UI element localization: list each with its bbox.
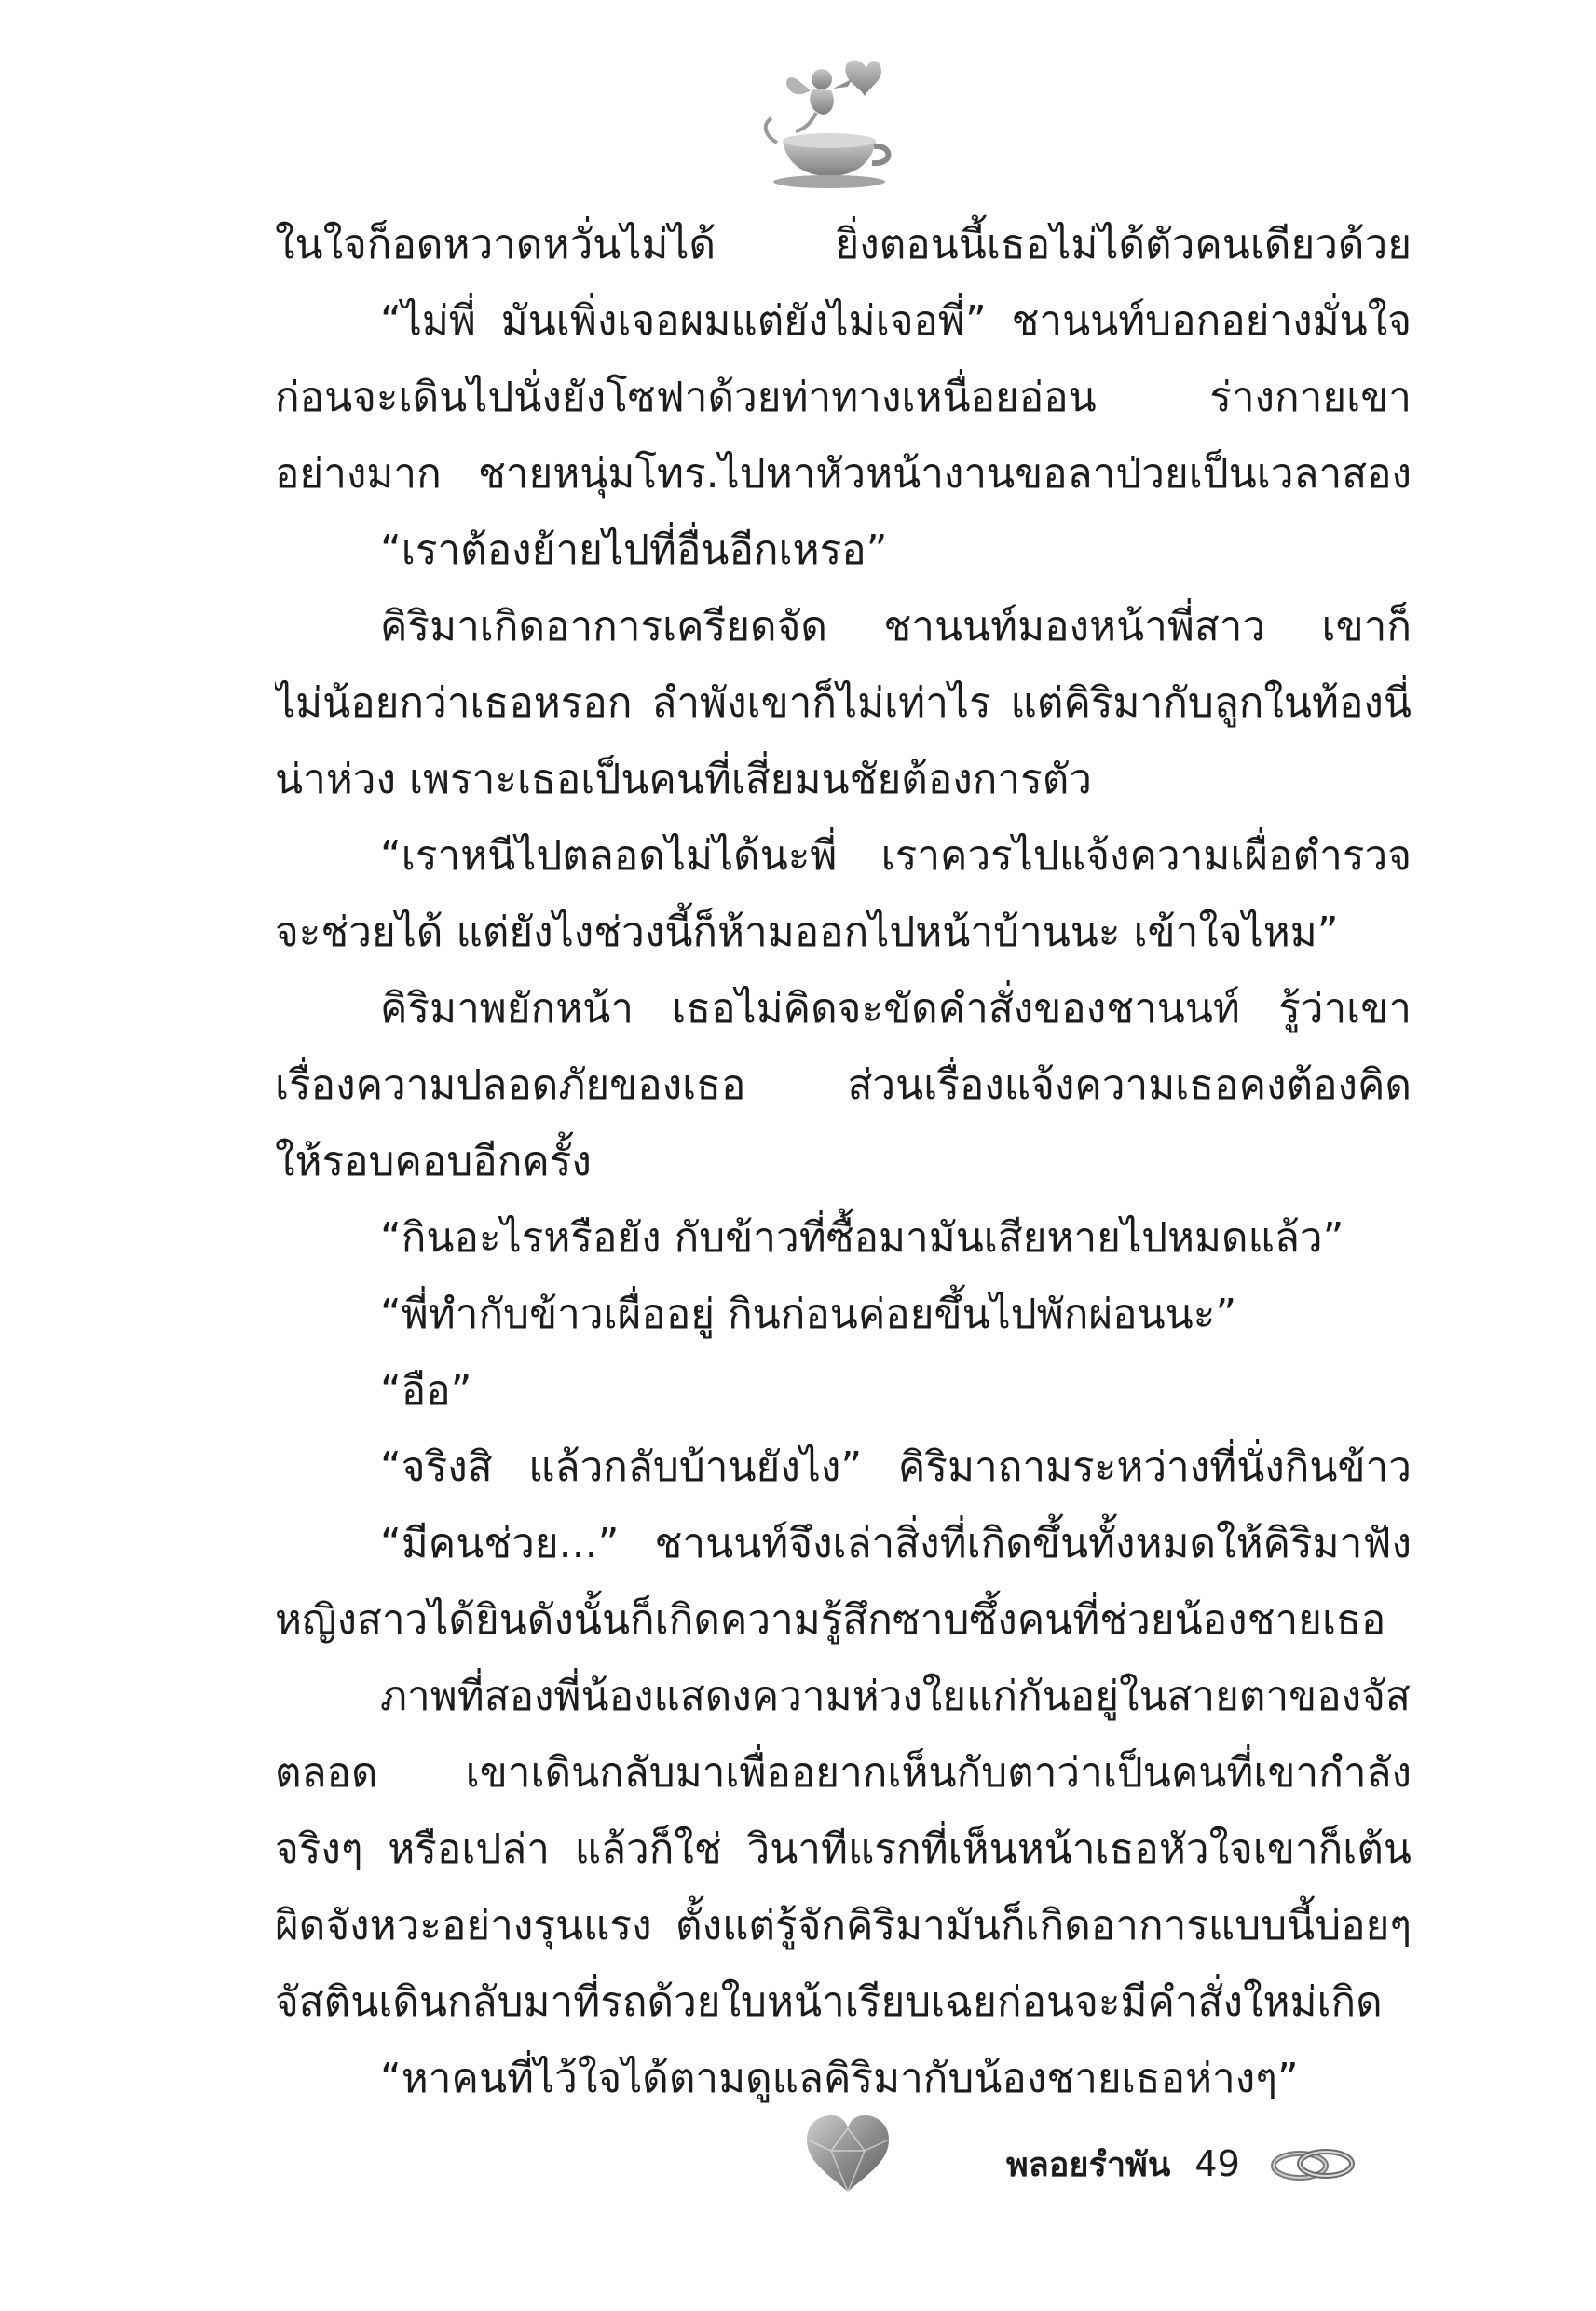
text-line: ภาพที่สองพี่น้องแสดงความห่วงใยแก่กันอยู่ในสายตาของจัส (380, 1673, 1411, 1720)
text-line: เรื่องความปลอดภัยของเธอ ส่วนเรื่องแจ้งความเธอคงต้องคิด (275, 1061, 1412, 1109)
text-line: “ไม่พี่ มันเพิ่งเจอผมแต่ยังไม่เจอพี่” ชานนท์บอกอย่างมั่นใจ (380, 297, 1412, 345)
text-line: คิริมาพยักหน้า เธอไม่คิดจะขัดคำสั่งของชานนท์ รู้ว่าเขา (380, 985, 1412, 1032)
text-line: “พี่ทำกับข้าวเผื่ออยู่ กินก่อนค่อยขึ้นไปพักผ่อนนะ” (380, 1291, 1237, 1338)
text-line: จัสตินเดินกลับมาที่รถด้วยใบหน้าเรียบเฉยก่อนจะมีคำสั่งใหม่เกิด (275, 1978, 1383, 2026)
chapter-body-text (275, 207, 1412, 2117)
text-line: “จริงสิ แล้วกลับบ้านยังไง” คิริมาถามระหว่างที่นั่งกินข้าว (380, 1443, 1412, 1491)
text-line: หญิงสาวได้ยินดังนั้นก็เกิดความรู้สึกซาบซึ้งคนที่ช่วยน้องชายเธอ (275, 1596, 1386, 1644)
text-line: อย่างมาก ชายหนุ่มโทร.ไปหาหัวหน้างานขอลาป่วยเป็นเวลาสอง (275, 450, 1412, 498)
text-line: “หาคนที่ไว้ใจได้ตามดูแลคิริมากับน้องชายเธอห่างๆ” (380, 2055, 1299, 2102)
text-line: “กินอะไรหรือยัง กับข้าวที่ซื้อมามันเสียหายไปหมดแล้ว” (380, 1214, 1344, 1262)
text-line: ให้รอบคอบอีกครั้ง (275, 1138, 592, 1185)
text-line: ไม่น้อยกว่าเธอหรอก ลำพังเขาก็ไม่เท่าไร แต่คิริมากับลูกในท้องนี่ (275, 679, 1412, 727)
text-line: น่าห่วง เพราะเธอเป็นคนที่เสี่ยมนชัยต้องการตัว (275, 756, 1093, 803)
text-line: คิริมาเกิดอาการเครียดจัด ชานนท์มองหน้าพี่สาว เขาก็ (380, 603, 1412, 650)
text-line: ตลอด เขาเดินกลับมาเพื่ออยากเห็นกับตาว่าเป็นคนที่เขากำลัง (275, 1749, 1412, 1797)
text-line: “เราหนีไปตลอดไม่ได้นะพี่ เราควรไปแจ้งความเผื่อตำรวจ (380, 832, 1412, 880)
page-footer (1006, 2136, 1357, 2192)
cupid-teacup-icon (755, 51, 904, 191)
text-line: จะช่วยได้ แต่ยังไงช่วงนี้ก็ห้ามออกไปหน้าบ้านนะ เข้าใจไหม” (275, 909, 1339, 956)
heart-icon (803, 2113, 893, 2194)
book-title: พลอยรำพัน (1006, 2145, 1171, 2184)
text-line: “มีคนช่วย...” ชานนท์จึงเล่าสิ่งที่เกิดขึ้นทั้งหมดให้คิริมาฟัง (380, 1520, 1412, 1567)
text-line: จริงๆ หรือเปล่า แล้วก็ใช่ วินาทีแรกที่เห็นหน้าเธอหัวใจเขาก็เต้น (275, 1826, 1412, 1873)
page-number: 49 (1194, 2143, 1240, 2184)
text-line: “อือ” (380, 1367, 472, 1415)
wedding-rings-icon (1268, 2141, 1357, 2186)
text-line: “เราต้องย้ายไปที่อื่นอีกเหรอ” (380, 526, 888, 574)
text-line: ผิดจังหวะอย่างรุนแรง ตั้งแต่รู้จักคิริมามันก็เกิดอาการแบบนี้บ่อยๆ (275, 1902, 1412, 1949)
text-line: ในใจก็อดหวาดหวั่นไม่ได้ ยิ่งตอนนี้เธอไม่ได้ตัวคนเดียวด้วย (275, 221, 1412, 268)
text-line: ก่อนจะเดินไปนั่งยังโซฟาด้วยท่าทางเหนื่อยอ่อน ร่างกายเขา (275, 374, 1412, 421)
